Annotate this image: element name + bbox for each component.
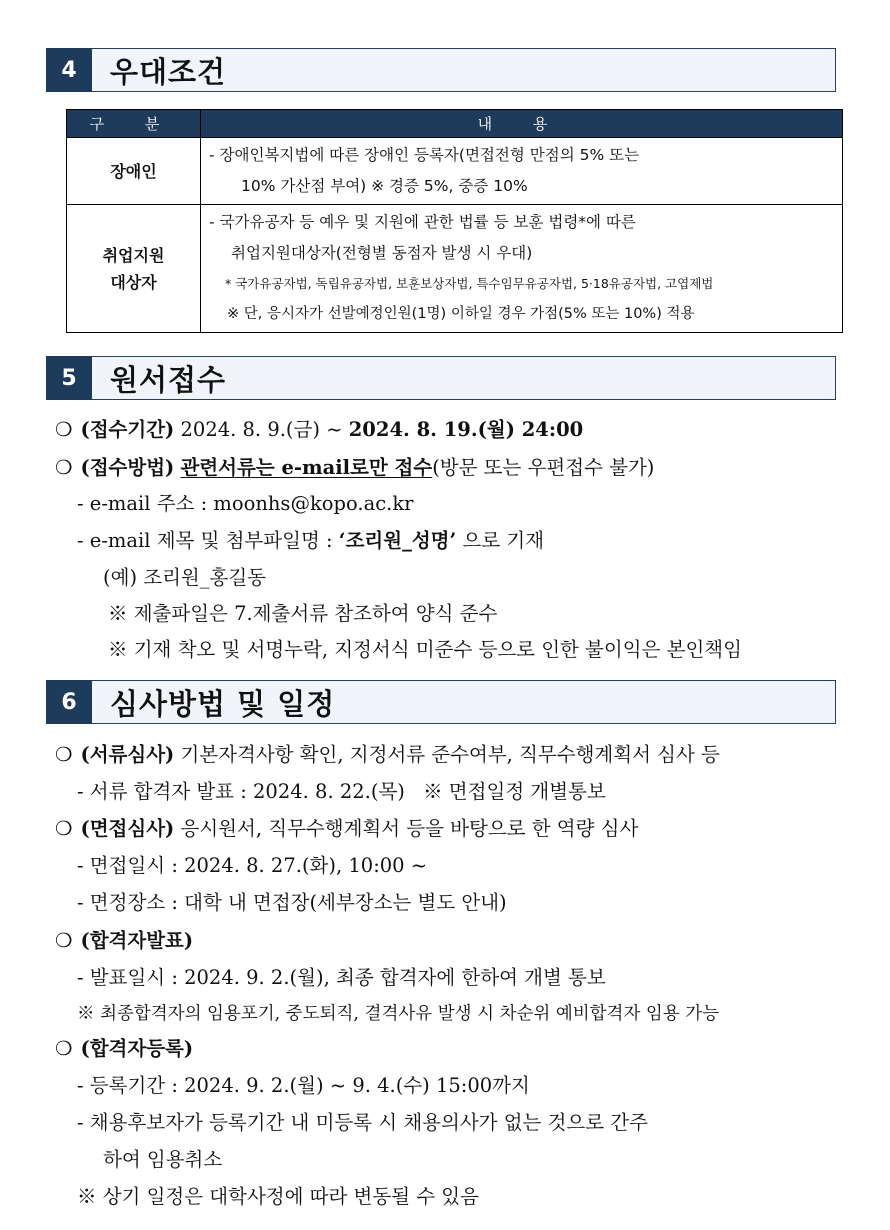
section-title: 심사방법 및 일정	[92, 680, 836, 724]
section-title: 원서접수	[92, 356, 836, 400]
table-header-row	[67, 110, 843, 138]
description-cell: - 국가유공자 등 예우 및 지원에 관한 법률 등 보훈 법령*에 따른 취업지원대상자(전형별 동점자 발생 시 우대) * 국가유공자법, 독립유공자법, 보훈보상자법, 특수임무유공자법, 5·18유공자법, 고엽제법 ※ 단, 응시자가 선발예정인원(1명) 이하일 경우 가점(5% 또는 10%) 적용	[201, 205, 843, 333]
table-row	[67, 138, 843, 205]
registration-cancel: - 채용후보자가 등록기간 내 미등록 시 채용의사가 없는 것으로 간주	[77, 1111, 648, 1134]
email-subject: - e-mail 제목 및 첨부파일명 : ‘조리원_성명’ 으로 기재	[77, 529, 545, 552]
section-number: 4	[46, 48, 92, 92]
description-cell: - 장애인복지법에 따른 장애인 등록자(면접전형 만점의 5% 또는 10% 가산점 부여) ※ 경증 5%, 중증 10%	[201, 138, 843, 205]
interview-place: - 면정장소 : 대학 내 면접장(세부장소는 별도 안내)	[77, 891, 507, 914]
section-number: 5	[46, 356, 92, 400]
bullet-icon: ❍	[55, 456, 73, 479]
bullet-icon: ❍	[55, 817, 73, 840]
bullet-icon: ❍	[55, 418, 73, 441]
benefits-table	[66, 109, 843, 333]
schedule-note: ※ 상기 일정은 대학사정에 따라 변동될 수 있음	[77, 1185, 479, 1208]
registration: ❍ (합격자등록)	[55, 1037, 194, 1060]
result-date: - 발표일시 : 2024. 9. 2.(월), 최종 합격자에 한하여 개별 통보	[77, 966, 606, 989]
column-header: 구 분	[67, 110, 201, 138]
section-title: 우대조건	[92, 48, 836, 92]
bullet-icon: ❍	[55, 929, 73, 952]
application-method: ❍ (접수방법) 관련서류는 e-mail로만 접수(방문 또는 우편접수 불가)	[55, 456, 655, 479]
category-cell: 취업지원 대상자	[67, 205, 201, 333]
table-row	[67, 205, 843, 333]
document-result: - 서류 합격자 발표 : 2024. 8. 22.(목) ※ 면접일정 개별통보	[77, 780, 606, 803]
section-4-header	[46, 48, 836, 92]
document-review: ❍ (서류심사) 기본자격사항 확인, 지정서류 준수여부, 직무수행계획서 심사 등	[55, 743, 720, 766]
result-announcement: ❍ (합격자발표)	[55, 929, 194, 952]
category-cell: 장애인	[67, 138, 201, 205]
column-header: 내 용	[201, 110, 843, 138]
subject-example: (예) 조리원_홍길동	[103, 566, 267, 589]
email-address: - e-mail 주소 : moonhs@kopo.ac.kr	[77, 492, 414, 515]
interview-date: - 면접일시 : 2024. 8. 27.(화), 10:00 ~	[77, 854, 428, 877]
note-file-format: ※ 제출파일은 7.제출서류 참조하여 양식 준수	[108, 602, 498, 625]
registration-period: - 등록기간 : 2024. 9. 2.(월) ~ 9. 4.(수) 15:00까지	[77, 1074, 530, 1097]
bullet-icon: ❍	[55, 1037, 73, 1060]
section-number: 6	[46, 680, 92, 724]
result-note: ※ 최종합격자의 임용포기, 중도퇴직, 결격사유 발생 시 차순위 예비합격자 임용 가능	[77, 1004, 720, 1024]
section-5-header	[46, 356, 836, 400]
interview-review: ❍ (면접심사) 응시원서, 직무수행계획서 등을 바탕으로 한 역량 심사	[55, 817, 639, 840]
application-period: ❍ (접수기간) 2024. 8. 9.(금) ~ 2024. 8. 19.(월) 24:00	[55, 418, 584, 441]
registration-cancel-cont: 하여 임용취소	[103, 1148, 223, 1171]
bullet-icon: ❍	[55, 743, 73, 766]
section-6-header	[46, 680, 836, 724]
note-responsibility: ※ 기재 착오 및 서명누락, 지정서식 미준수 등으로 인한 불이익은 본인책임	[108, 638, 742, 661]
